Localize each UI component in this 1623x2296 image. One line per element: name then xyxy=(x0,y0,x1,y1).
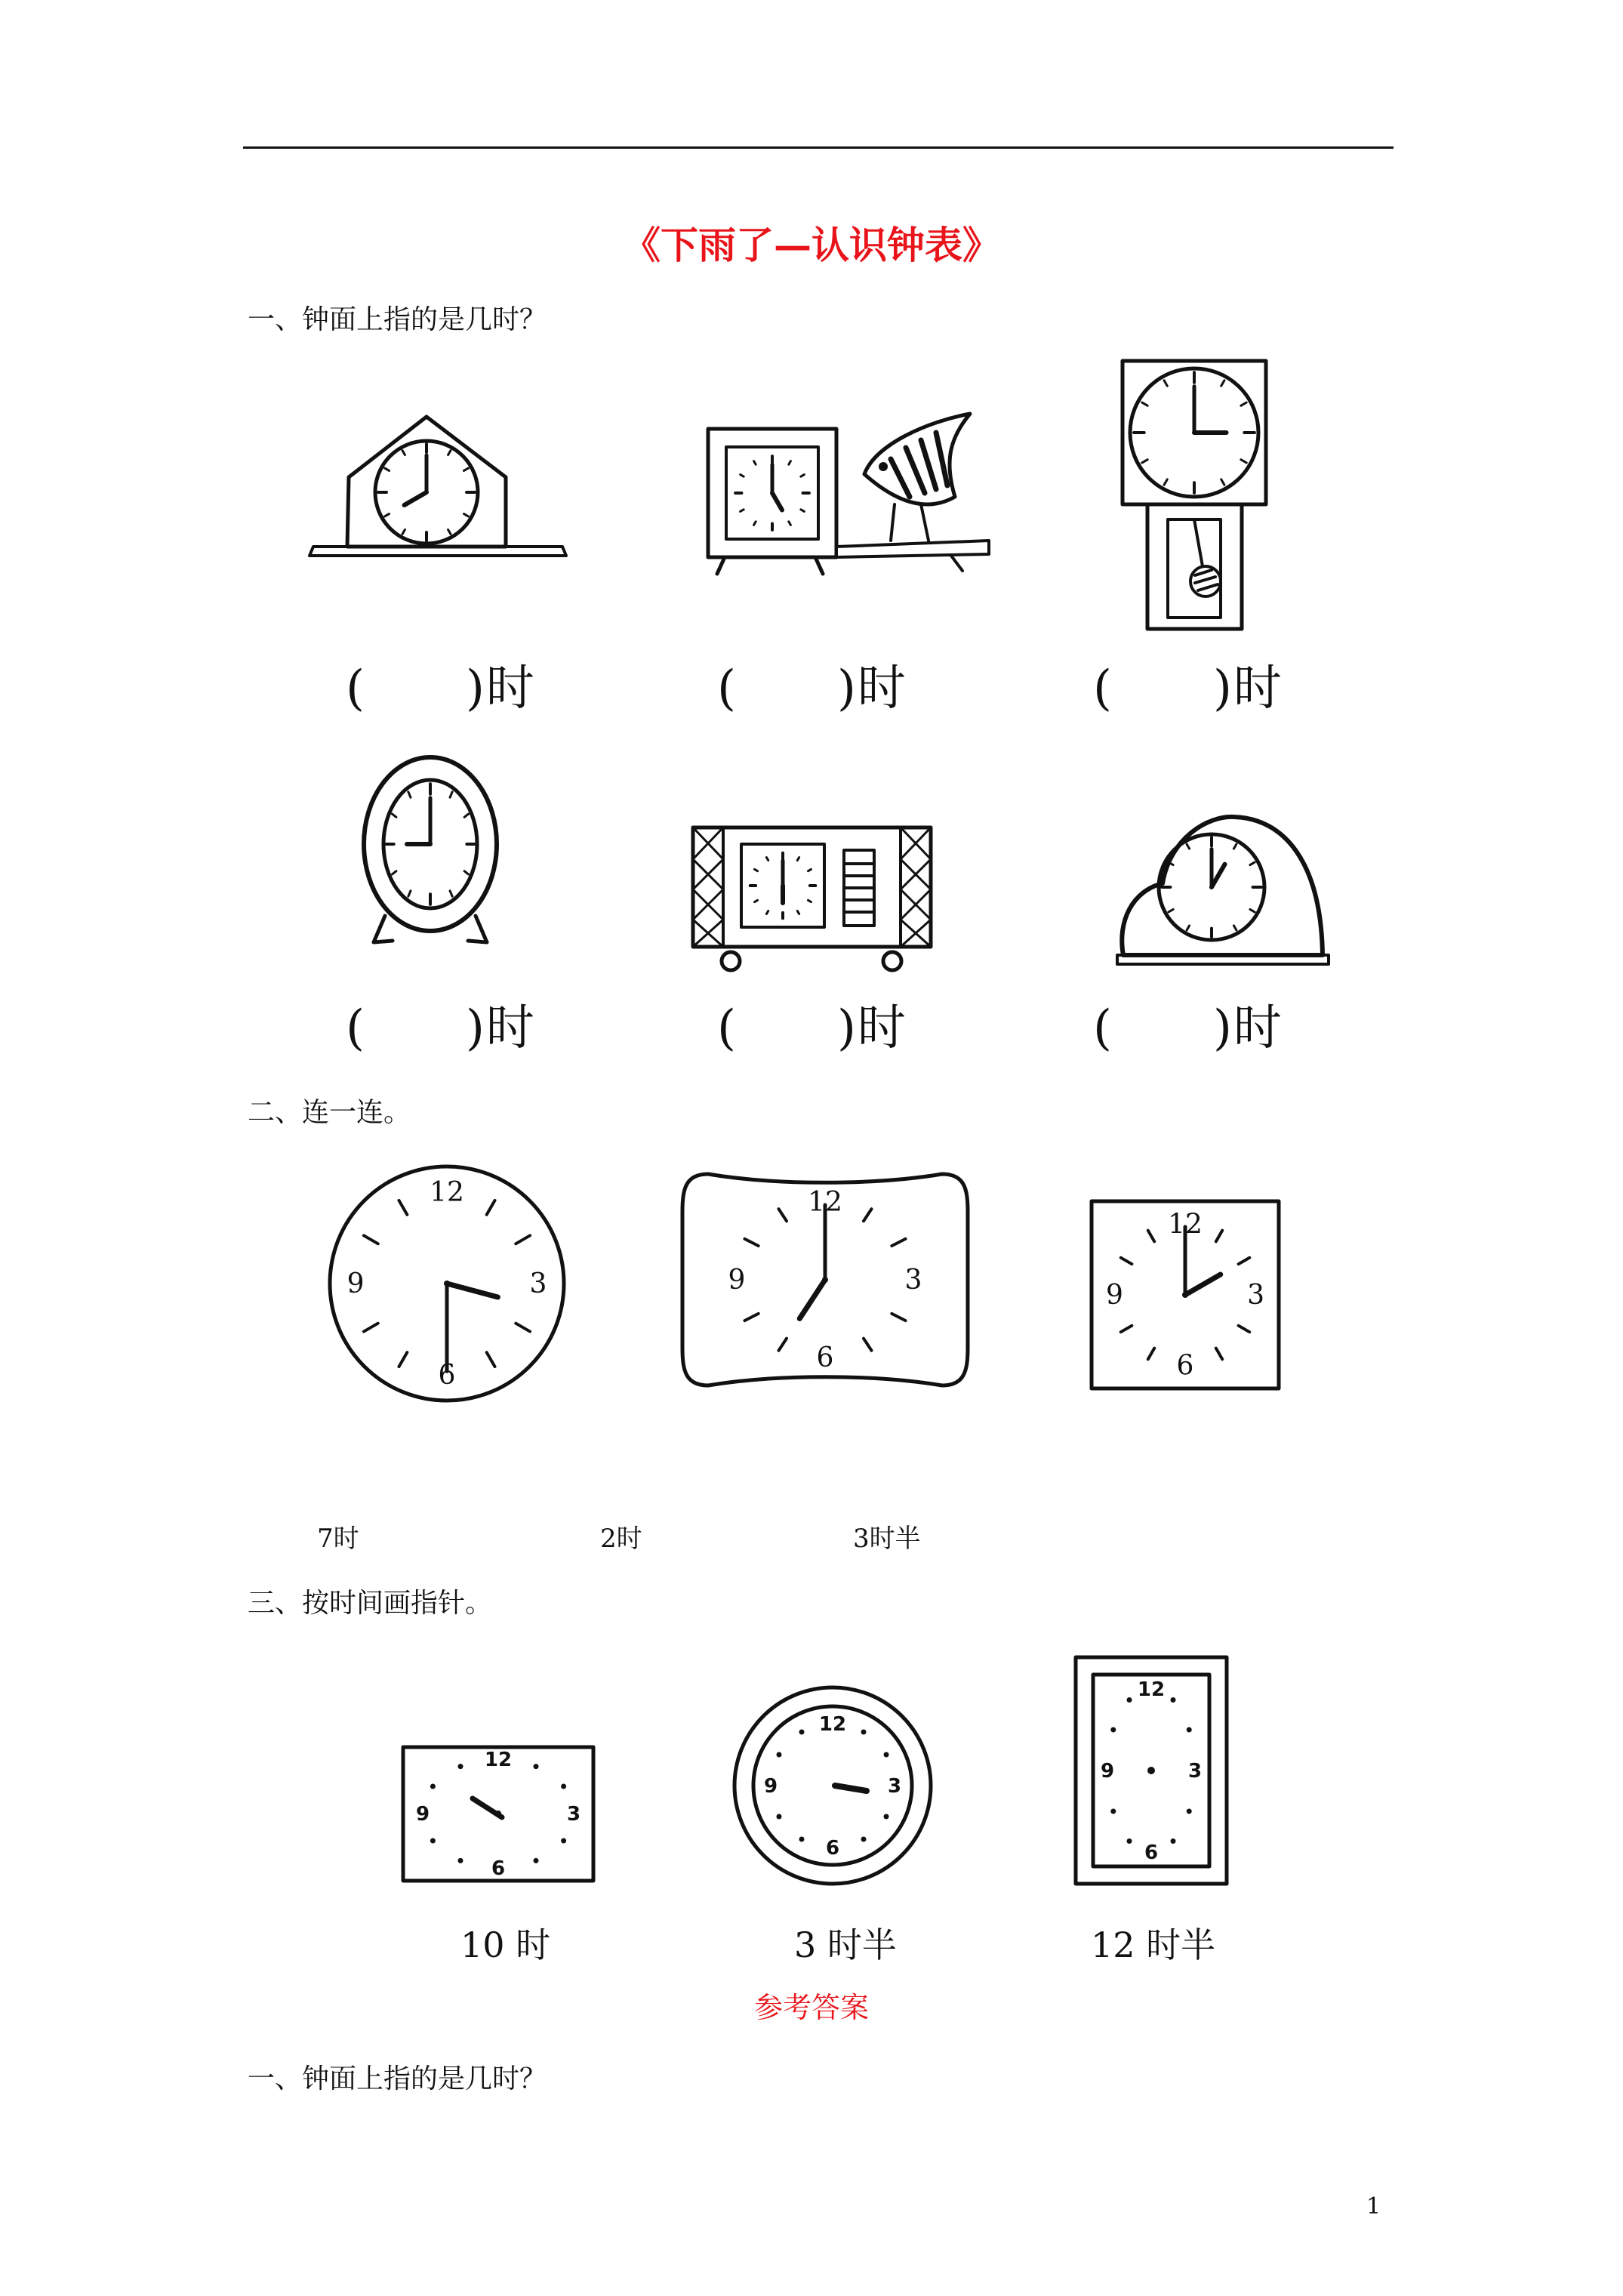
answer-blank-6[interactable]: ( )时 xyxy=(1093,1000,1283,1056)
draw-label-2: 3 时半 xyxy=(794,1925,897,1965)
answer-blank-5[interactable]: ( )时 xyxy=(717,1000,907,1056)
section2-heading: 二、连一连。 xyxy=(248,1097,411,1128)
draw-clock-rect-icon xyxy=(400,1744,596,1884)
pendulum-clock-icon xyxy=(1113,355,1272,634)
section3-heading: 三、按时间画指针。 xyxy=(248,1588,493,1619)
fish-shelf-clock-icon xyxy=(702,406,996,580)
dial-number: 9 xyxy=(728,1265,746,1296)
dial-number: 3 xyxy=(904,1265,922,1296)
dial-number: 6 xyxy=(825,1837,840,1860)
answer-blank-2[interactable]: ( )时 xyxy=(717,661,907,717)
dial-number: 9 xyxy=(346,1268,365,1299)
dial-number: 9 xyxy=(763,1775,778,1798)
answer-section1-heading: 一、钟面上指的是几时？ xyxy=(248,2063,547,2094)
dial-number: 12 xyxy=(808,1187,842,1219)
dial-number: 3 xyxy=(529,1268,547,1299)
answer-blank-4[interactable]: ( )时 xyxy=(346,1000,536,1056)
dial-number: 9 xyxy=(1100,1760,1115,1783)
dial-number: 12 xyxy=(1137,1678,1166,1701)
dial-number: 6 xyxy=(1176,1350,1194,1382)
dial-number: 12 xyxy=(430,1177,464,1209)
rounded-rect-clock-7-00-icon xyxy=(678,1166,972,1393)
draw-clock-tall-icon xyxy=(1072,1653,1230,1888)
dial-number: 9 xyxy=(1105,1280,1123,1311)
header-rule xyxy=(243,146,1394,149)
dial-number: 12 xyxy=(818,1713,847,1736)
dial-number: 3 xyxy=(1247,1280,1265,1311)
dial-number: 3 xyxy=(1187,1760,1203,1783)
match-label-2: 2时 xyxy=(600,1524,642,1554)
page-title: 《下雨了—认识钟表》 xyxy=(623,223,1000,267)
section1-heading: 一、钟面上指的是几时？ xyxy=(248,304,547,335)
match-label-3: 3时半 xyxy=(853,1524,921,1554)
draw-label-3: 12 时半 xyxy=(1091,1925,1216,1965)
answer-key-title: 参考答案 xyxy=(753,1991,869,2024)
dial-number: 6 xyxy=(1144,1841,1159,1864)
draw-label-1: 10 时 xyxy=(460,1925,551,1965)
answer-blank-3[interactable]: ( )时 xyxy=(1093,661,1283,717)
dial-number: 3 xyxy=(566,1803,581,1826)
square-clock-2-00-icon xyxy=(1087,1197,1283,1393)
dial-number: 6 xyxy=(491,1857,506,1880)
dial-number: 3 xyxy=(887,1775,902,1798)
dial-number: 6 xyxy=(438,1359,456,1391)
page-number: 1 xyxy=(1366,2193,1381,2220)
dome-clock-icon xyxy=(1110,808,1336,974)
oval-alarm-clock-icon xyxy=(355,754,506,954)
draw-clock-round-icon xyxy=(731,1684,935,1888)
match-label-1: 7时 xyxy=(317,1524,359,1554)
dial-number: 12 xyxy=(484,1749,513,1771)
desk-clock-icon xyxy=(687,821,936,972)
pentagon-clock-icon xyxy=(302,408,574,574)
dial-number: 12 xyxy=(1168,1209,1203,1240)
answer-blank-1[interactable]: ( )时 xyxy=(346,661,536,717)
dial-number: 6 xyxy=(816,1342,834,1373)
dial-number: 9 xyxy=(415,1803,430,1826)
round-clock-3-30-icon xyxy=(326,1163,568,1404)
